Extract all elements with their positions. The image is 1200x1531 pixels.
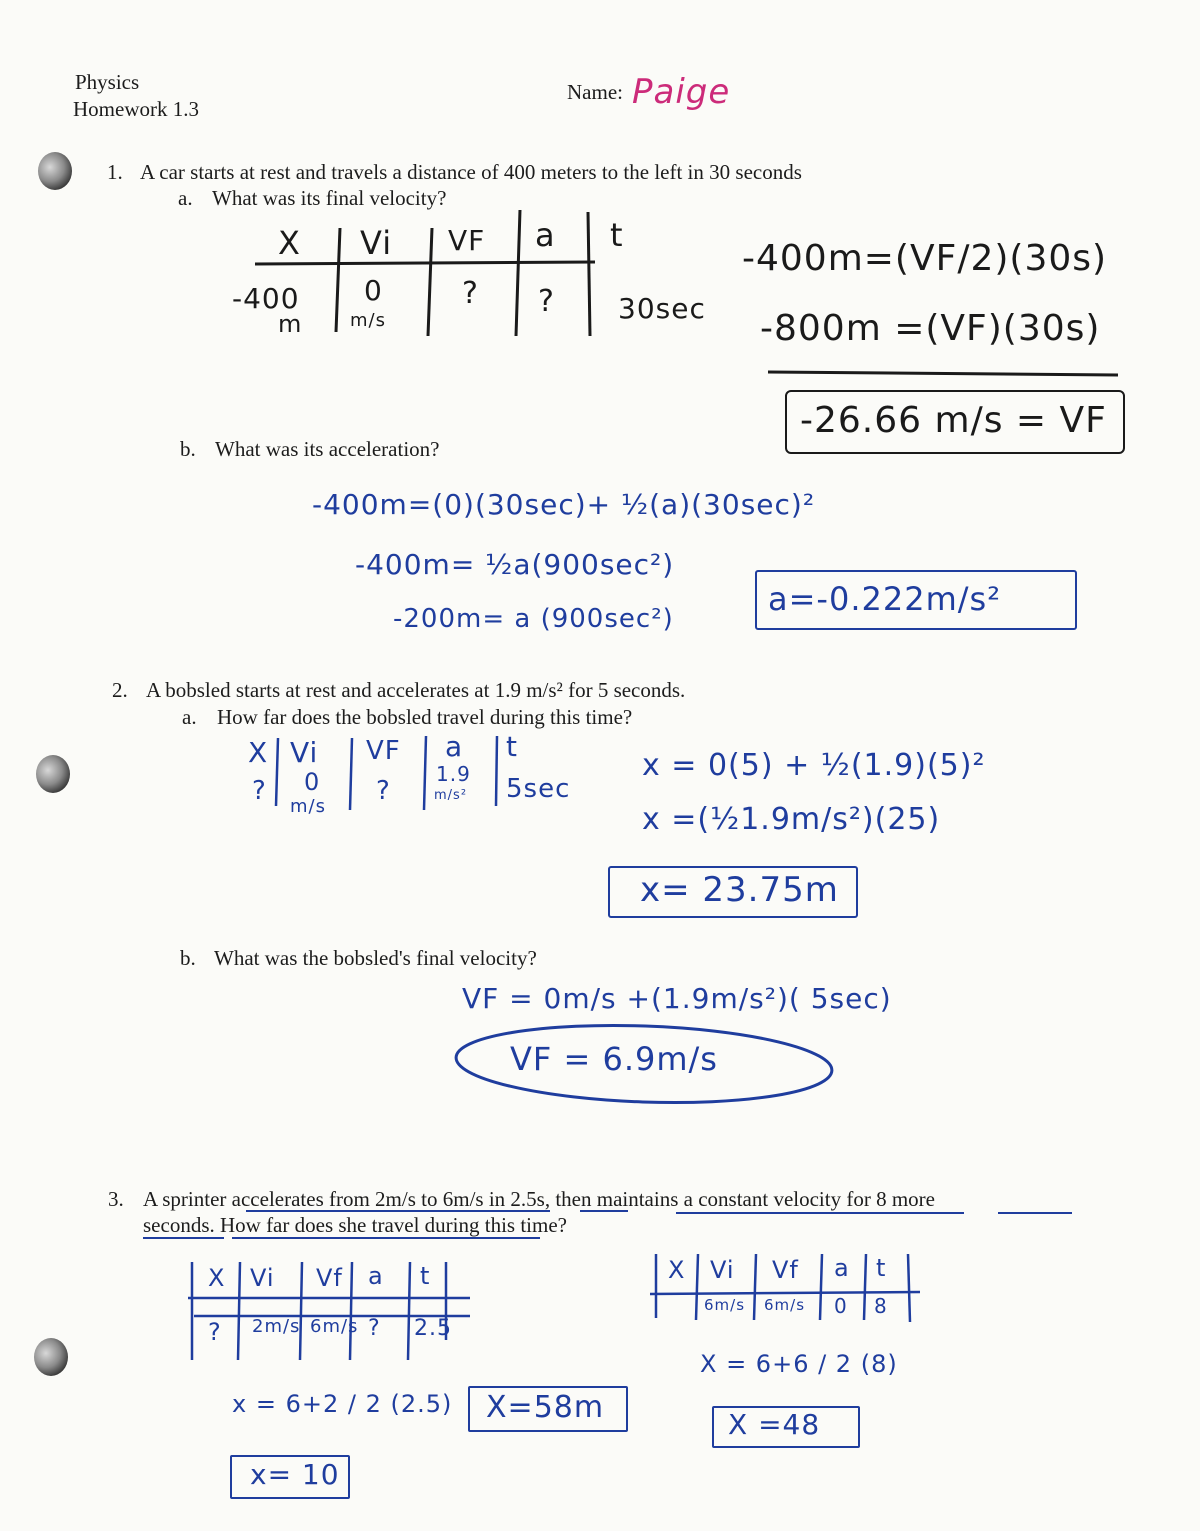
q2-number: 2.	[112, 678, 128, 702]
q3-right-header-a: a	[834, 1254, 850, 1282]
q2a-question: How far does the bobsled travel during this time?	[217, 705, 633, 729]
q3-left-value-a: ?	[368, 1316, 381, 1341]
q3-total-answer: X=58m	[486, 1390, 605, 1425]
q2a-answer: x= 23.75m	[640, 870, 839, 910]
q3-left-value-t: 2.5	[414, 1316, 452, 1341]
q3-right-value-vi: 6m/s	[704, 1296, 746, 1314]
q3-prompt-line2: seconds. How far does she travel during this time?	[143, 1213, 567, 1237]
q3-right-answer: X =48	[728, 1408, 821, 1441]
q1b-work-line2: -400m= ½a(900sec²)	[355, 548, 675, 581]
q3-left-header-x: X	[208, 1264, 226, 1292]
q2-value-x: ?	[252, 776, 267, 806]
q1a-question: What was its final velocity?	[212, 186, 447, 210]
q3-number: 3.	[108, 1187, 124, 1211]
q1a-answer: -26.66 m/s = VF	[800, 400, 1107, 441]
q2b-question: What was the bobsled's final velocity?	[214, 946, 537, 970]
q3-right-header-vi: Vi	[710, 1256, 735, 1284]
course-title: Physics	[75, 70, 140, 94]
q3-left-header-a: a	[368, 1262, 384, 1290]
q1-header-t: t	[610, 216, 624, 254]
q2-header-a: a	[445, 730, 464, 763]
q2b-label: b.	[180, 946, 196, 970]
q1b-question: What was its acceleration?	[215, 437, 440, 461]
q2-header-t: t	[506, 730, 518, 763]
q3-left-work: x = 6+2 / 2 (2.5)	[232, 1390, 453, 1418]
q3-prompt-line1: A sprinter accelerates from 2m/s to 6m/s in 2.5s, then maintains a constant velocity for 8 more	[143, 1187, 935, 1211]
q1b-answer: a=-0.222m/s²	[768, 580, 1002, 618]
q1-header-x: X	[278, 224, 301, 262]
q1-value-vi: 0	[364, 274, 383, 307]
q2a-work-line2: x =(½1.9m/s²)(25)	[642, 802, 941, 837]
q2-value-vi: 0	[304, 768, 321, 796]
q1a-label: a.	[178, 186, 193, 210]
q2-value-vf: ?	[376, 776, 391, 806]
q1-unit-x: m	[278, 310, 303, 338]
q2a-work-line1: x = 0(5) + ½(1.9)(5)²	[642, 748, 986, 783]
q3-left-value-vi: 2m/s	[252, 1316, 301, 1337]
q2a-label: a.	[182, 705, 197, 729]
q1-header-vi: Vi	[360, 224, 393, 262]
q2-unit-a: m/s²	[434, 788, 468, 803]
q1-header-a: a	[535, 216, 556, 254]
student-name: Paige	[632, 72, 731, 112]
q1a-work-line2: -800m =(VF)(30s)	[760, 308, 1101, 349]
q1-header-vf: VF	[448, 224, 486, 257]
q3-right-value-vf: 6m/s	[764, 1296, 806, 1314]
q1-prompt: A car starts at rest and travels a distance of 400 meters to the left in 30 seconds	[140, 160, 802, 184]
q3-right-header-vf: Vf	[772, 1256, 799, 1284]
q2-prompt: A bobsled starts at rest and accelerates at 1.9 m/s² for 5 seconds.	[146, 678, 686, 702]
q1-unit-vi: m/s	[350, 310, 386, 331]
q3-right-header-t: t	[876, 1254, 887, 1282]
q1-value-vf: ?	[462, 276, 479, 311]
q3-left-value-x: ?	[208, 1318, 222, 1346]
q3-left-header-vi: Vi	[250, 1264, 275, 1292]
q2-unit-vi: m/s	[290, 796, 326, 817]
q1-value-x: -400	[232, 282, 300, 315]
q2-header-vi: Vi	[290, 736, 319, 769]
q3-left-answer: x= 10	[250, 1458, 340, 1491]
q2-value-t: 5sec	[506, 774, 571, 804]
q1b-work-line1: -400m=(0)(30sec)+ ½(a)(30sec)²	[312, 488, 816, 521]
q1b-work-line3: -200m= a (900sec²)	[393, 604, 674, 634]
q1-value-t: 30sec	[618, 292, 706, 325]
q3-left-value-vf: 6m/s	[310, 1316, 359, 1337]
q3-right-work: X = 6+6 / 2 (8)	[700, 1350, 898, 1378]
q2b-answer: VF = 6.9m/s	[510, 1040, 718, 1078]
q2-header-x: X	[248, 736, 269, 769]
q2b-work-line1: VF = 0m/s +(1.9m/s²)( 5sec)	[462, 982, 892, 1015]
q3-left-header-vf: Vf	[316, 1264, 343, 1292]
q1-value-a: ?	[538, 284, 555, 319]
q1a-work-line1: -400m=(VF/2)(30s)	[742, 238, 1108, 279]
q3-right-value-a: 0	[834, 1294, 848, 1318]
q3-right-value-t: 8	[874, 1294, 888, 1318]
q2-header-vf: VF	[366, 736, 401, 766]
q3-left-header-t: t	[420, 1262, 431, 1290]
name-label: Name:	[567, 80, 623, 104]
q1-number: 1.	[107, 160, 123, 184]
assignment-title: Homework 1.3	[73, 97, 199, 121]
q1b-label: b.	[180, 437, 196, 461]
q3-right-header-x: X	[668, 1256, 686, 1284]
q2-value-a: 1.9	[436, 762, 471, 786]
